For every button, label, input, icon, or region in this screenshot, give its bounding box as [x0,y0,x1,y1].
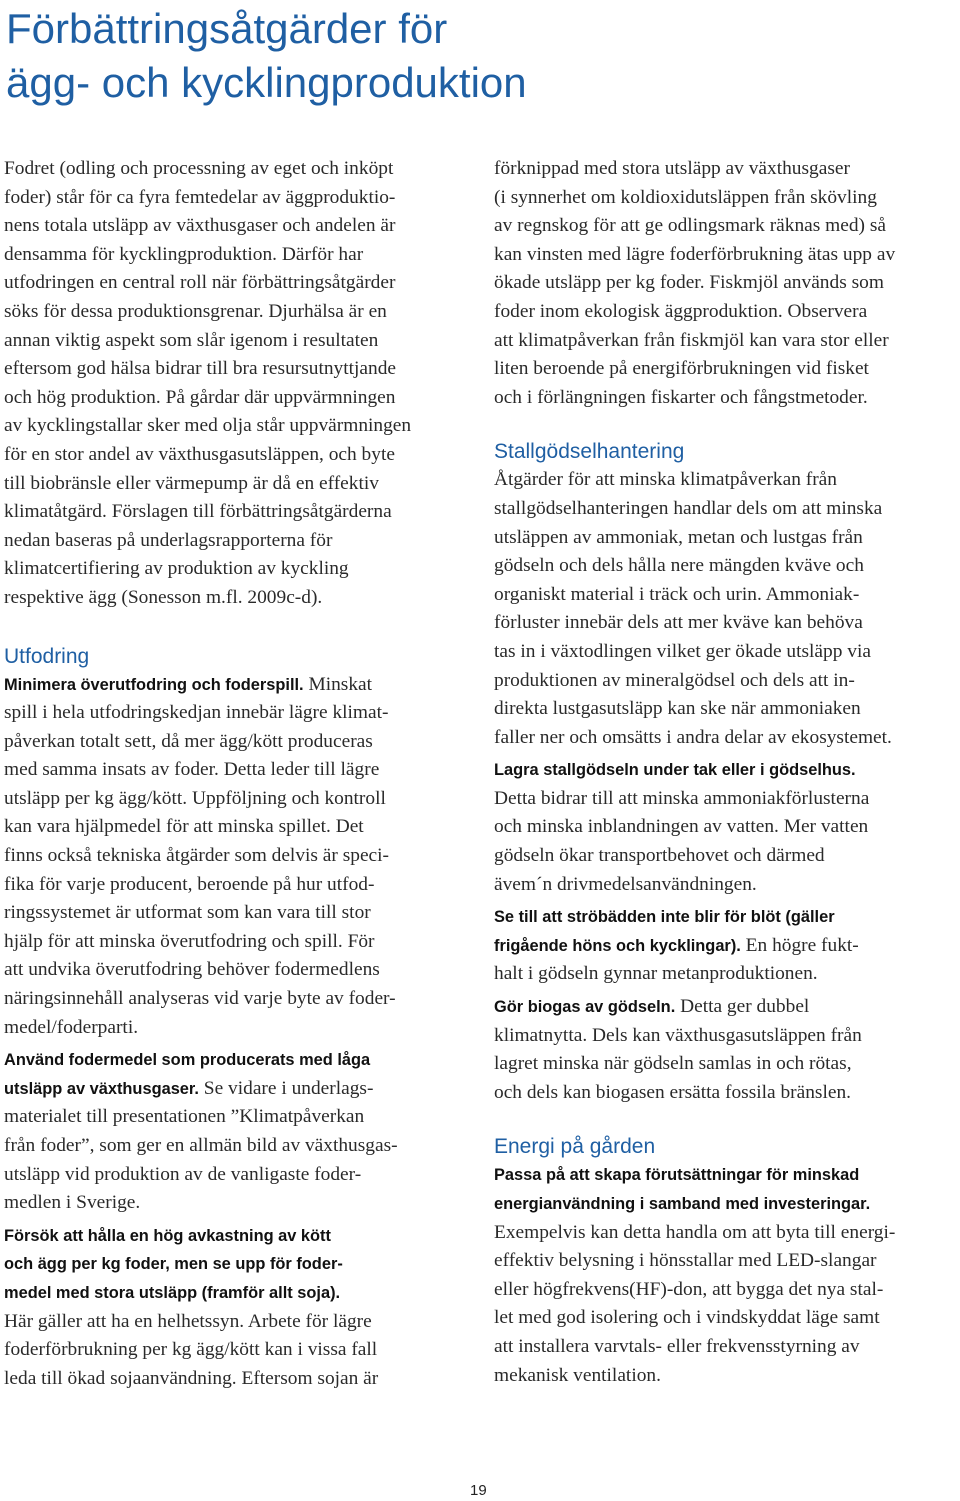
paragraph-lines [494,785,956,899]
text-line [494,932,956,961]
text-line: och hög produktion. På gårdar där uppvärmningen [4,386,396,408]
page-title [6,2,527,110]
text-line: produktionen av mineralgödsel och dels att in- [494,669,855,691]
text-line: näringsinnehåll analyseras vid varje byte av foder- [4,988,396,1010]
text-line: materialet till presentationen ”Klimatpåverkan [4,1106,365,1128]
text-line: klimatnytta. Dels kan växthusgasutsläppen från [494,1024,862,1046]
text-line: av regnskog för att ge odlingsmark räknas med) så [494,215,887,237]
text-line: Detta bidrar till att minska ammoniakförlusterna [494,787,870,809]
text-line: klimatåtgärd. Förslagen till förbättringsåtgärderna [4,501,392,523]
text-line: att undvika överutfodring behöver fodermedlens [4,959,380,981]
text-line: och i förlängningen fiskarter och fångstmetoder. [494,386,868,408]
text-line: söks för dessa produktionsgrenar. Djurhälsa är en [4,300,387,322]
text-line: nedan baseras på underlagsrapporterna för [4,529,333,551]
paragraph-lines [4,1103,468,1217]
text-line: foder inom ekologisk äggproduktion. Observera [494,300,868,322]
text-line: och minska inblandningen av vatten. Mer vatten [494,816,869,838]
paragraph-lines [4,1308,468,1394]
text-line: med samma insats av foder. Detta leder till lägre [4,759,380,781]
text-line: direkta lustgasutsläpp kan ske när ammoniaken [494,698,861,720]
lead-text: Se till att ströbädden inte blir för blöt (gäller [494,908,835,927]
text-line: liten beroende på energiförbrukningen vid fisket [494,358,869,380]
text-line: gödseln och dels hålla nere mängden kväve och [494,555,864,577]
utfodring-heading: Utfodring [4,644,90,668]
text-line: finns också tekniska åtgärder som delvis är speci- [4,845,390,867]
lead-text: Passa på att skapa förutsättningar för minskad [494,1166,860,1185]
text-line: utfodringen en central roll när förbättringsåtgärder [4,272,396,294]
text-line: till biobränsle eller värmepump är då en effektiv [4,472,379,494]
utfodring-paragraph-1 [4,671,468,1043]
paragraph-lines [494,1219,956,1391]
lead-text: Lagra stallgödseln under tak eller i gödselhus. [494,761,856,780]
text-line: densamma för kycklingproduktion. Därför har [4,243,364,265]
text-line: leda till ökad sojaanvändning. Eftersom sojan är [4,1367,379,1389]
text-line: (i synnerhet om koldioxidutsläppen från skövling [494,186,877,208]
text-line: halt i gödseln gynnar metanproduktionen. [494,963,818,985]
lead-text: och ägg per kg foder, men se upp för foder- [4,1255,343,1274]
lead-text: frigående höns och kycklingar). [494,936,741,955]
text-line: eftersom god hälsa bidrar till bra resursutnyttjande [4,358,397,380]
text-line: fika för varje producent, beroende på hur utfod- [4,873,375,895]
text-line: spill i hela utfodringskedjan innebär lägre klimat- [4,702,389,724]
text-run: Detta ger dubbel [675,996,810,1018]
lead-text: utsläpp av växthusgaser. [4,1079,199,1098]
stallgodsel-paragraph [494,466,956,752]
text-line [494,993,956,1022]
text-line: av kycklingstallar sker med olja står uppvärmningen [4,415,412,437]
text-line: ringssystemet är utformat som kan vara till stor [4,902,371,924]
text-line: och dels kan biogasen ersätta fossila bränslen. [494,1081,852,1103]
text-line: påverkan totalt sett, då mer ägg/kött produceras [4,730,373,752]
title-line-1: Förbättringsåtgärder för [6,5,448,52]
stallgodsel-heading: Stallgödselhantering [494,440,685,464]
right-column [494,155,956,1390]
text-line: för en stor andel av växthusgasutsläppen, och byte [4,443,395,465]
text-line: lagret minska när gödseln samlas in och rötas, [494,1053,852,1075]
text-line: utsläpp per kg ägg/kött. Uppföljning och kontroll [4,787,386,809]
stallgodsel-paragraph-2 [494,903,956,989]
text-line: faller ner och omsätts i andra delar av ekosystemet. [494,726,892,748]
lead-text: Minimera överutfodring och foderspill. [4,675,304,694]
lead-text: Gör biogas av gödseln. [494,998,676,1017]
text-line: foderförbrukning per kg ägg/kött kan i vissa fall [4,1339,378,1361]
left-column [4,155,468,1393]
continuation-paragraph [494,155,956,412]
text-run: Se vidare i underlags- [198,1077,374,1099]
text-line: tas in i växtodlingen vilket ger ökade utsläpp via [494,640,871,662]
intro-paragraph [4,155,468,613]
lead-text: Försök att hålla en hög avkastning av kött [4,1226,331,1245]
text-line: gödseln ökar transportbehovet och därmed [494,845,825,867]
text-run: En högre fukt- [740,934,859,956]
text-line: medlen i Sverige. [4,1192,141,1214]
text-line: förluster innebär dels att mer kväve kan behöva [494,612,863,634]
text-line: eller högfrekvens(HF)-don, att bygga det nya stal- [494,1278,884,1300]
lead-text: medel med stora utsläpp (framför allt soja). [4,1283,341,1302]
text-line: effektiv belysning i hönsstallar med LED-slangar [494,1250,877,1272]
text-line: utsläppen av ammoniak, metan och lustgas från [494,526,863,548]
text-line: let med god isolering och i vindskyddat läge samt [494,1307,880,1329]
text-line: Exempelvis kan detta handla om att byta till energi- [494,1221,896,1243]
title-line-2: ägg- och kycklingproduktion [6,59,527,106]
text-line: kan vinsten med lägre foderförbrukning ätas upp av [494,243,896,265]
energi-heading: Energi på gården [494,1135,656,1159]
text-line: att installera varvtals- eller frekvensstyrning av [494,1335,860,1357]
utfodring-paragraph-3 [4,1222,468,1394]
text-line: hjälp för att minska överutfodring och spill. För [4,930,375,952]
lead-text: energianvändning i samband med investeringar. [494,1195,871,1213]
stallgodsel-paragraph-1 [494,756,956,899]
text-line: stallgödselhanteringen handlar dels om att minska [494,497,883,519]
text-line: medel/foderparti. [4,1016,139,1038]
text-line [4,671,468,700]
text-line: foder) står för ca fyra femtedelar av äggproduktio- [4,186,396,208]
energi-paragraph [494,1161,956,1390]
lead-text: Använd fodermedel som producerats med låga [4,1051,371,1070]
text-line: organiskt material i träck och urin. Ammoniak- [494,583,860,605]
text-line: ökade utsläpp per kg foder. Fiskmjöl används som [494,272,884,294]
text-line: att klimatpåverkan från fiskmjöl kan vara stor eller [494,329,889,351]
text-line: Åtgärder för att minska klimatpåverkan från [494,469,837,491]
text-line: nens totala utsläpp av växthusgaser och andelen är [4,215,396,237]
text-line: respektive ägg (Sonesson m.fl. 2009c-d). [4,586,323,608]
page-number: 19 [470,1482,487,1499]
stallgodsel-paragraph-3 [494,993,956,1107]
text-line: förknippad med stora utsläpp av växthusgaser [494,158,850,179]
text-line: klimatcertifiering av produktion av kyckling [4,558,349,580]
text-run: Minskat [303,673,373,695]
paragraph-lines [494,960,956,989]
text-line: annan viktig aspekt som slår igenom i resultaten [4,329,379,351]
text-line: kan vara hjälpmedel för att minska spillet. Det [4,816,364,838]
text-line: ävem´n drivmedelsanvändningen. [494,873,757,895]
paragraph-lines [494,1022,956,1108]
text-line: Fodret (odling och processning av eget och inköpt [4,158,394,179]
text-line: Här gäller att ha en helhetssyn. Arbete för lägre [4,1310,372,1332]
text-line [4,1075,468,1104]
utfodring-paragraph-2 [4,1046,468,1218]
paragraph-lines [4,699,468,1042]
text-line: mekanisk ventilation. [494,1364,661,1386]
text-line: från foder”, som ger en allmän bild av växthusgas- [4,1135,398,1156]
text-line: utsläpp vid produktion av de vanligaste foder- [4,1163,362,1185]
